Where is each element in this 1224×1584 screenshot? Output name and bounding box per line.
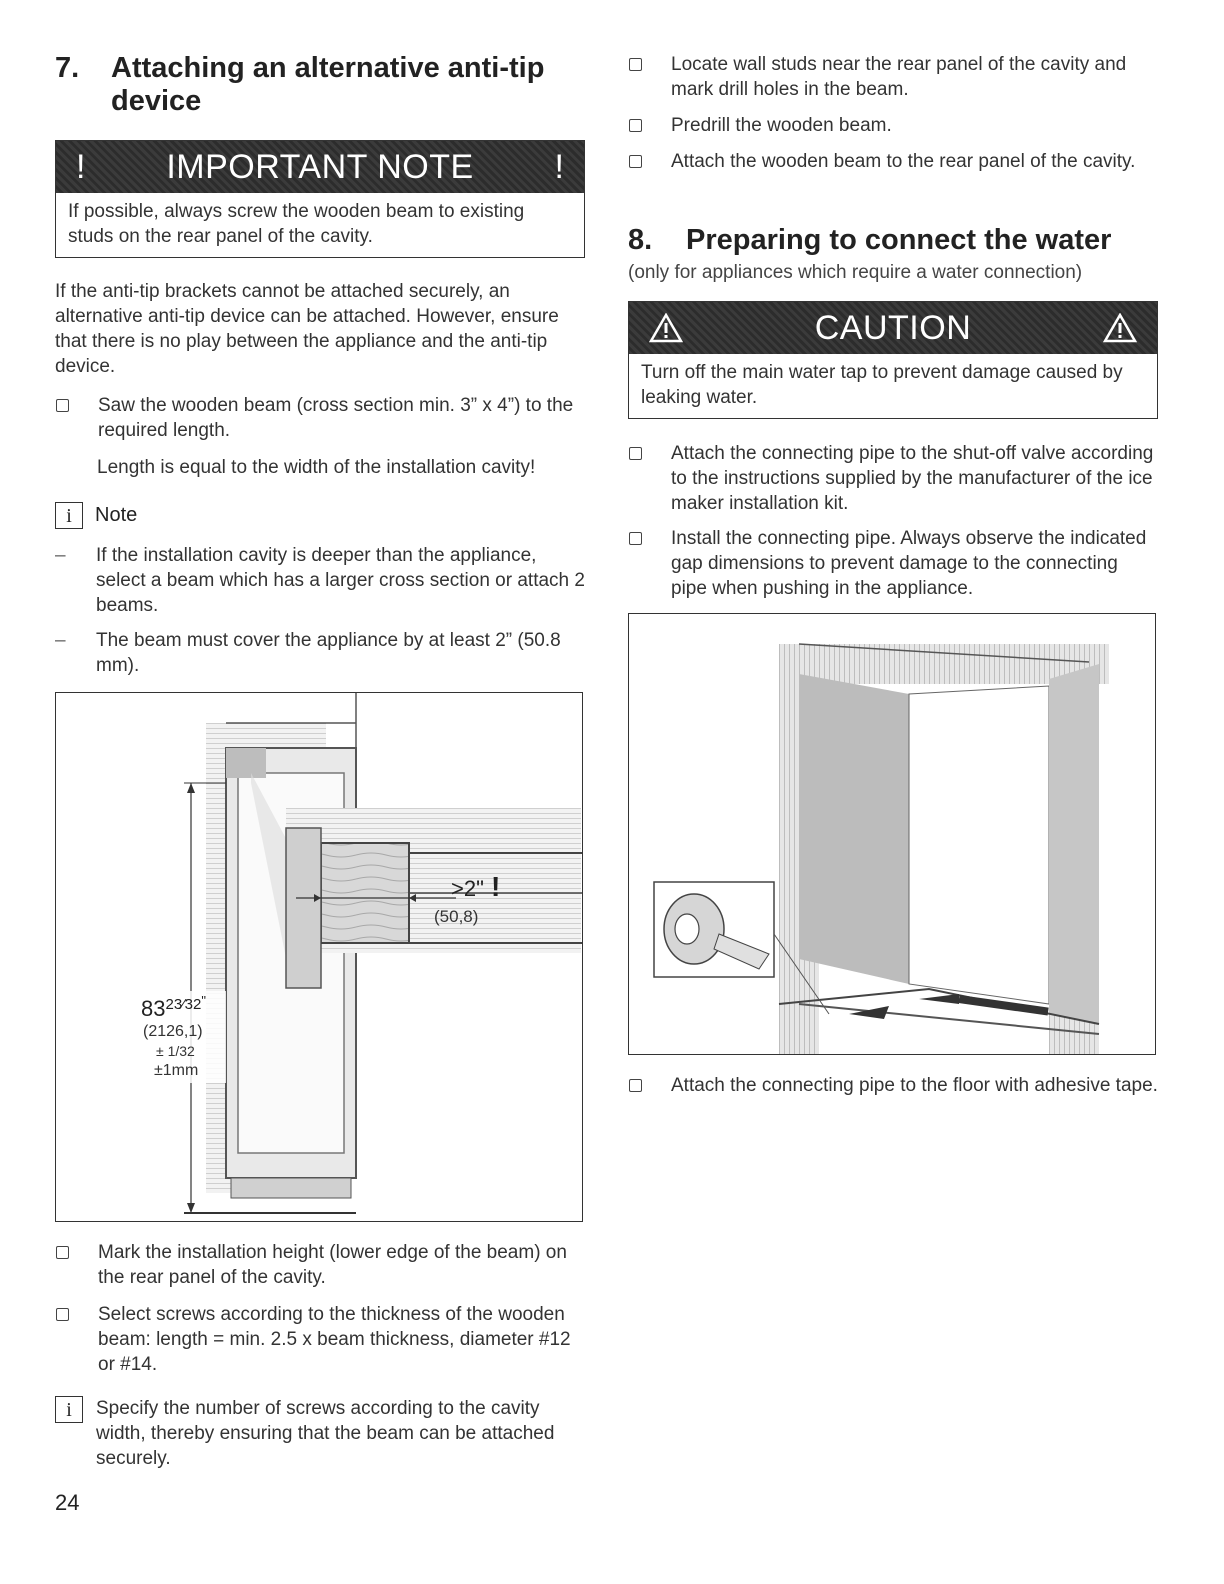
overlap-warning-mark: !	[491, 871, 501, 902]
info-icon: i	[55, 502, 83, 529]
section-subtitle: (only for appliances which require a water connection)	[628, 262, 1083, 283]
step-text: Attach the wooden beam to the rear panel of the cavity.	[671, 151, 1136, 172]
info-item	[55, 1396, 585, 1471]
step-text: Attach the connecting pipe to the floor with adhesive tape.	[671, 1075, 1158, 1096]
dash-icon: –	[55, 545, 66, 566]
checkbox-icon	[56, 1246, 69, 1259]
step-item	[628, 526, 1158, 601]
note-bullet	[55, 543, 585, 618]
left-column	[55, 52, 585, 1471]
page-number: 24	[55, 1490, 80, 1515]
exclamation-icon: !	[554, 147, 564, 186]
checkbox-icon	[629, 532, 642, 545]
note-bullet-text: If the installation cavity is deeper than the appliance, select a beam which has a larger cross section or attach 2 beams.	[96, 545, 585, 616]
cavity-diagram	[629, 614, 1155, 1054]
section-7-heading	[55, 52, 585, 118]
arrow-icon	[919, 994, 959, 1004]
caution-box	[628, 301, 1158, 419]
checkbox-icon	[629, 119, 642, 132]
checkbox-icon	[56, 1308, 69, 1321]
note-bullet-text: The beam must cover the appliance by at least 2” (50.8 mm).	[96, 630, 561, 676]
wooden-beam	[321, 843, 409, 943]
anti-tip-beam-figure	[55, 692, 583, 1222]
top-vent	[226, 748, 266, 778]
intro-paragraph: If the anti-tip brackets cannot be attached securely, an alternative anti-tip device can be attached. However, ensure that there is no play between the appliance and the anti-tip device.	[55, 281, 559, 377]
water-pipe-figure	[628, 613, 1156, 1055]
overlap-mm-label: (50,8)	[434, 907, 479, 926]
important-note-box	[55, 140, 585, 258]
step-item	[55, 393, 585, 443]
step-text: Locate wall studs near the rear panel of the cavity and mark drill holes in the beam.	[671, 54, 1127, 100]
step-item	[628, 1073, 1158, 1098]
info-text: Specify the number of screws according to the cavity width, thereby ensuring that the beam can be attached securely.	[96, 1398, 555, 1469]
checkbox-icon	[629, 155, 642, 168]
caution-title: CAUTION	[814, 308, 972, 347]
note-bullet	[55, 628, 585, 678]
tolerance-inch-label: ± 1/32	[156, 1043, 195, 1059]
exclamation-icon: !	[76, 147, 86, 186]
warning-triangle-icon	[649, 313, 683, 343]
step-text: Mark the installation height (lower edge of the beam) on the rear panel of the cavity.	[98, 1242, 567, 1288]
section-title: Attaching an alternative anti-tip device	[111, 52, 545, 117]
tolerance-mm-label: ±1mm	[154, 1062, 199, 1079]
important-note-text: If possible, always screw the wooden beam to existing studs on the rear panel of the cavity.	[68, 201, 525, 247]
beam-diagram	[56, 693, 582, 1221]
section-title: Preparing to connect the water	[686, 224, 1112, 256]
section-8-heading	[628, 224, 1158, 257]
step-item	[628, 441, 1158, 516]
checkbox-icon	[56, 399, 69, 412]
note-label: Note	[95, 504, 138, 526]
info-icon: i	[55, 1396, 83, 1423]
overlap-inch-label: >2"	[451, 876, 484, 901]
dash-icon: –	[55, 630, 66, 651]
step-text: Install the connecting pipe. Always observe the indicated gap dimensions to prevent damage to the connecting pipe when pushing in the appliance.	[671, 528, 1147, 599]
important-note-banner	[56, 141, 584, 193]
caution-banner	[629, 302, 1157, 354]
step-text: Attach the connecting pipe to the shut-off valve according to the instructions supplied by the manufacturer of the ice maker installation kit.	[671, 443, 1154, 514]
side-panel	[799, 674, 909, 984]
warning-triangle-icon	[1103, 313, 1137, 343]
caution-text: Turn off the main water tap to prevent damage caused by leaking water.	[641, 362, 1123, 408]
step-text: Saw the wooden beam (cross section min. 3” x 4”) to the required length.	[98, 395, 574, 441]
checkbox-icon	[629, 1079, 642, 1092]
section-number: 7.	[55, 52, 80, 84]
wall-section	[286, 828, 321, 988]
checkbox-icon	[629, 58, 642, 71]
arrow-icon	[849, 1006, 889, 1019]
step-detail: Length is equal to the width of the installation cavity!	[97, 457, 536, 478]
step-item	[628, 149, 1158, 174]
height-mm-label: (2126,1)	[143, 1023, 203, 1040]
checkbox-icon	[629, 447, 642, 460]
step-item	[628, 52, 1158, 102]
note-heading	[55, 502, 585, 529]
section-number: 8.	[628, 224, 653, 256]
step-item	[628, 113, 1158, 138]
height-inch-label: $83^{23⁄32}$"	[141, 993, 206, 1021]
step-item	[55, 1240, 585, 1290]
step-text: Predrill the wooden beam.	[671, 115, 892, 136]
step-item	[55, 1302, 585, 1377]
important-note-title: IMPORTANT NOTE	[166, 147, 474, 186]
right-column	[628, 52, 1158, 1098]
step-text: Select screws according to the thickness of the wooden beam: length = min. 2.5 x beam thickness, diameter #12 or #14.	[98, 1304, 571, 1375]
